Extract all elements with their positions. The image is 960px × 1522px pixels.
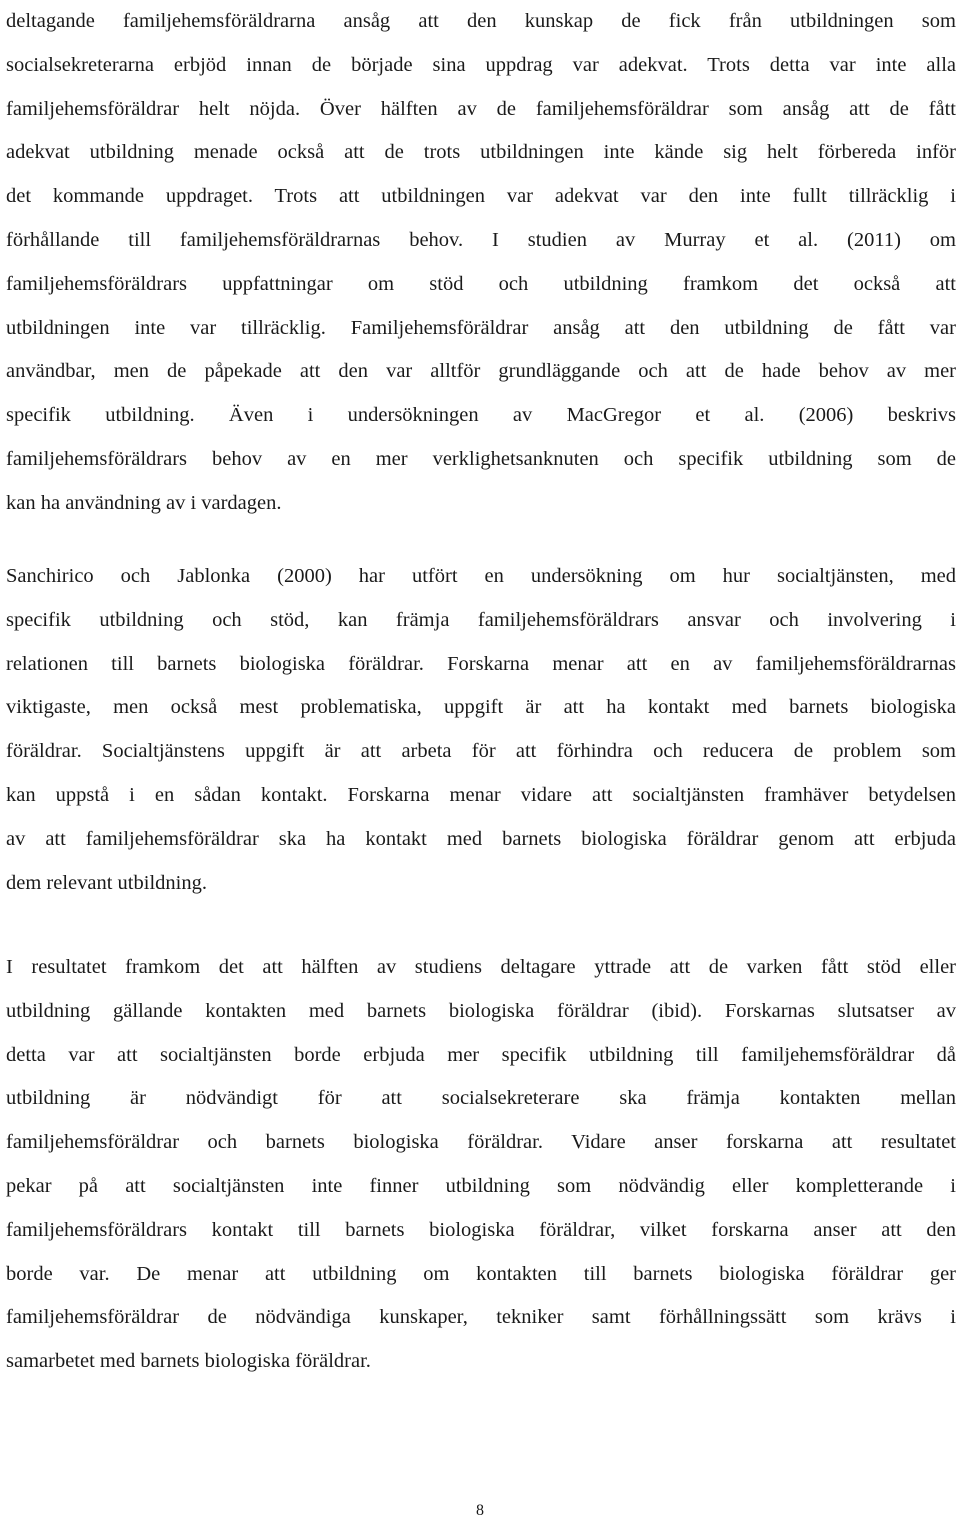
- text-line: förhållande till familjehemsföräldrarnas behov. I studien av Murray et al. (2011) om: [6, 228, 956, 251]
- text-line: utbildning gällande kontakten med barnets biologiska föräldrar (ibid). Forskarnas slutsatser av: [6, 999, 956, 1022]
- text-line: pekar på att socialtjänsten inte finner utbildning som nödvändig eller kompletterande i: [6, 1174, 956, 1197]
- text-line: specifik utbildning. Även i undersökningen av MacGregor et al. (2006) beskrivs: [6, 404, 956, 427]
- paragraph: [6, 946, 956, 1384]
- text-line: utbildningen inte var tillräcklig. Familjehemsföräldrar ansåg att den utbildning de fått var: [6, 316, 956, 339]
- text-line: kan uppstå i en sådan kontakt. Forskarna menar vidare att socialtjänsten framhäver betydelsen: [6, 783, 956, 806]
- text-line: det kommande uppdraget. Trots att utbildningen var adekvat var den inte fullt tillräcklig i: [6, 185, 956, 208]
- text-line: familjehemsföräldrar och barnets biologiska föräldrar. Vidare anser forskarna att resultatet: [6, 1131, 956, 1154]
- text-line: I resultatet framkom det att hälften av studiens deltagare yttrade att de varken fått stöd eller: [6, 956, 956, 978]
- text-line: utbildning är nödvändigt för att socialsekreterare ska främja kontakten mellan: [6, 1087, 956, 1110]
- text-line: viktigaste, men också mest problematiska, uppgift är att ha kontakt med barnets biologiska: [6, 696, 956, 719]
- text-line: familjehemsföräldrars kontakt till barnets biologiska föräldrar, vilket forskarna anser att den: [6, 1218, 956, 1241]
- text-line: av att familjehemsföräldrar ska ha kontakt med barnets biologiska föräldrar genom att erbjuda: [6, 827, 956, 850]
- text-line: detta var att socialtjänsten borde erbjuda mer specifik utbildning till familjehemsföräldrar då: [6, 1043, 956, 1066]
- text-line: dem relevant utbildning.: [6, 871, 207, 894]
- text-line: familjehemsföräldrar helt nöjda. Över hälften av de familjehemsföräldrar som ansåg att de fått: [6, 97, 956, 120]
- text-line: adekvat utbildning menade också att de trots utbildningen inte kände sig helt förbereda inför: [6, 141, 956, 164]
- page-number: 8: [476, 1502, 484, 1519]
- text-line: kan ha användning av i vardagen.: [6, 491, 282, 514]
- text-line: familjehemsföräldrar de nödvändiga kunskaper, tekniker samt förhållningssätt som krävs i: [6, 1306, 956, 1329]
- text-line: relationen till barnets biologiska föräldrar. Forskarna menar att en av familjehemsföräldrarnas: [6, 652, 956, 675]
- text-line: familjehemsföräldrars behov av en mer verklighetsanknuten och specifik utbildning som de: [6, 447, 956, 470]
- text-line: borde var. De menar att utbildning om kontakten till barnets biologiska föräldrar ger: [6, 1262, 956, 1285]
- text-line: samarbetet med barnets biologiska föräldrar.: [6, 1350, 371, 1373]
- text-line: socialsekreterarna erbjöd innan de började sina uppdrag var adekvat. Trots detta var inte alla: [6, 53, 956, 76]
- paragraph: [6, 0, 956, 526]
- text-line: familjehemsföräldrars uppfattningar om stöd och utbildning framkom det också att: [6, 272, 956, 295]
- text-line: föräldrar. Socialtjänstens uppgift är att arbeta för att förhindra och reducera de problem som: [6, 740, 956, 763]
- paragraph: [6, 555, 956, 905]
- text-line: användbar, men de påpekade att den var alltför grundläggande och att de hade behov av mer: [6, 360, 956, 383]
- text-line: deltagande familjehemsföräldrarna ansåg att den kunskap de fick från utbildningen som: [6, 10, 956, 32]
- text-line: specifik utbildning och stöd, kan främja familjehemsföräldrars ansvar och involvering i: [6, 608, 956, 631]
- text-line: Sanchirico och Jablonka (2000) har utfört en undersökning om hur socialtjänsten, med: [6, 565, 956, 587]
